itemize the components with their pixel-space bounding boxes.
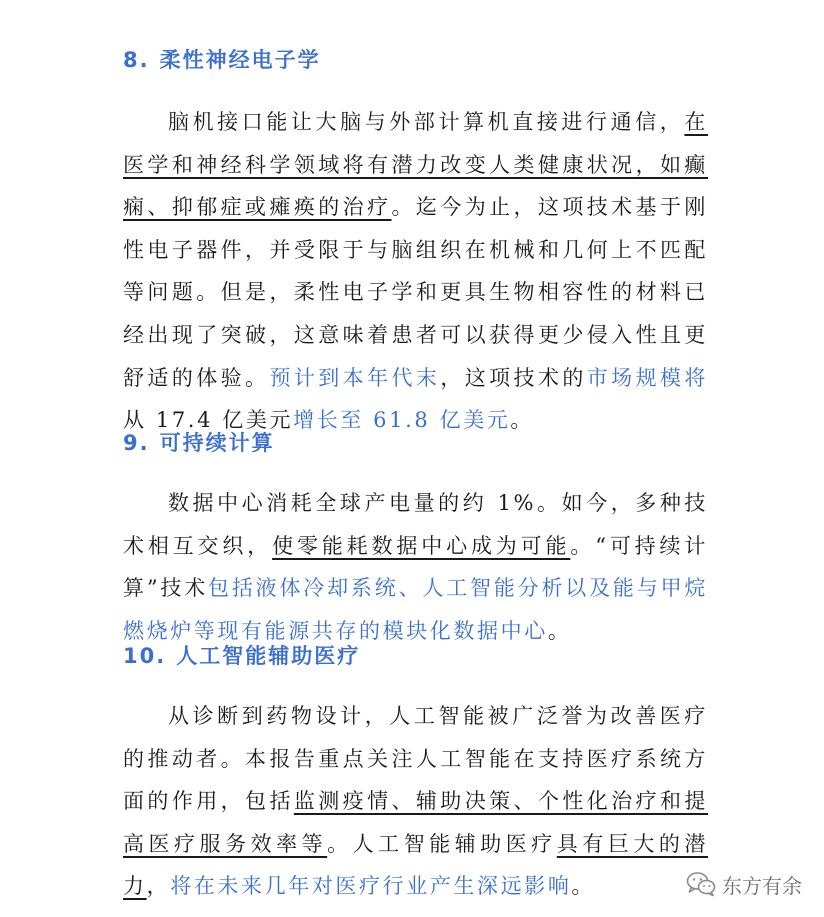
text-run: 从 17.4 亿美元: [123, 408, 294, 433]
section-heading: [123, 428, 708, 458]
watermark-text: 东方有余: [722, 873, 802, 898]
highlight-text: 包括液体冷却系统、人工智能分析以及能与甲烷燃烧炉等现有能源共存的模块化数据中心: [123, 576, 708, 643]
text-run: 。人工智能辅助医疗: [327, 831, 557, 856]
text-run: ，: [146, 874, 171, 899]
wechat-icon: [686, 871, 716, 897]
watermark: [686, 868, 802, 900]
text-run: 。: [547, 618, 572, 643]
section-heading: [123, 45, 708, 75]
text-run: 。: [571, 874, 596, 899]
section-title: 人工智能辅助医疗: [176, 644, 361, 668]
section-title: 可持续计算: [159, 431, 275, 455]
section-10: [123, 641, 708, 908]
section-paragraph: [123, 101, 708, 442]
section-title: 柔性神经电子学: [159, 48, 321, 72]
text-run: 。“可持续计算”技术: [123, 533, 708, 601]
text-run: ，这项技术的: [440, 365, 587, 390]
underlined-text: 具有巨大的潜力: [123, 831, 708, 899]
underlined-text: 监测疫情、辅助决策、个性化治疗和提高医疗服务效率等: [123, 789, 708, 856]
section-paragraph: [123, 482, 708, 652]
section-number: 8.: [123, 48, 150, 72]
text-run: 脑机接口能让大脑与外部计算机直接进行通信，: [167, 110, 685, 134]
underlined-text: 使零能耗数据中心成为可能: [272, 533, 571, 558]
section-paragraph: [123, 695, 708, 908]
text-run: 。迄今为止，这项技术基于刚性电子器件，并受限于与脑组织在机械和几何上不匹配等问题。但是，柔性电子学和更具生物相容性的材料已经出现了突破，这意味着患者可以获得更少侵入性且更舒适的体验。: [123, 195, 708, 390]
text-run: 数据中心消耗全球产电量的约 1%。如今，多种技术相互交织，: [123, 491, 708, 558]
text-run: 从诊断到药物设计，人工智能被广泛誉为改善医疗的推动者。本报告重点关注人工智能在支持医疗系统方面的作用，包括: [123, 704, 708, 814]
highlight-text: 将在未来几年对医疗行业产生深远影响: [170, 874, 572, 899]
section-8: [123, 45, 708, 442]
highlight-text: 预计到本年代末: [269, 365, 441, 390]
section-heading: [123, 641, 708, 671]
section-9: [123, 428, 708, 652]
text-run: 。: [510, 408, 535, 433]
underlined-text: 在医学和神经科学领域将有潜力改变人类健康状况，如癫痫、抑郁症或瘫痪的治疗: [123, 110, 708, 220]
highlight-text: 增长至 61.8 亿美元: [293, 408, 511, 433]
highlight-text: 市场规模将: [586, 365, 708, 390]
section-number: 9.: [123, 431, 150, 455]
section-number: 10.: [123, 644, 167, 668]
